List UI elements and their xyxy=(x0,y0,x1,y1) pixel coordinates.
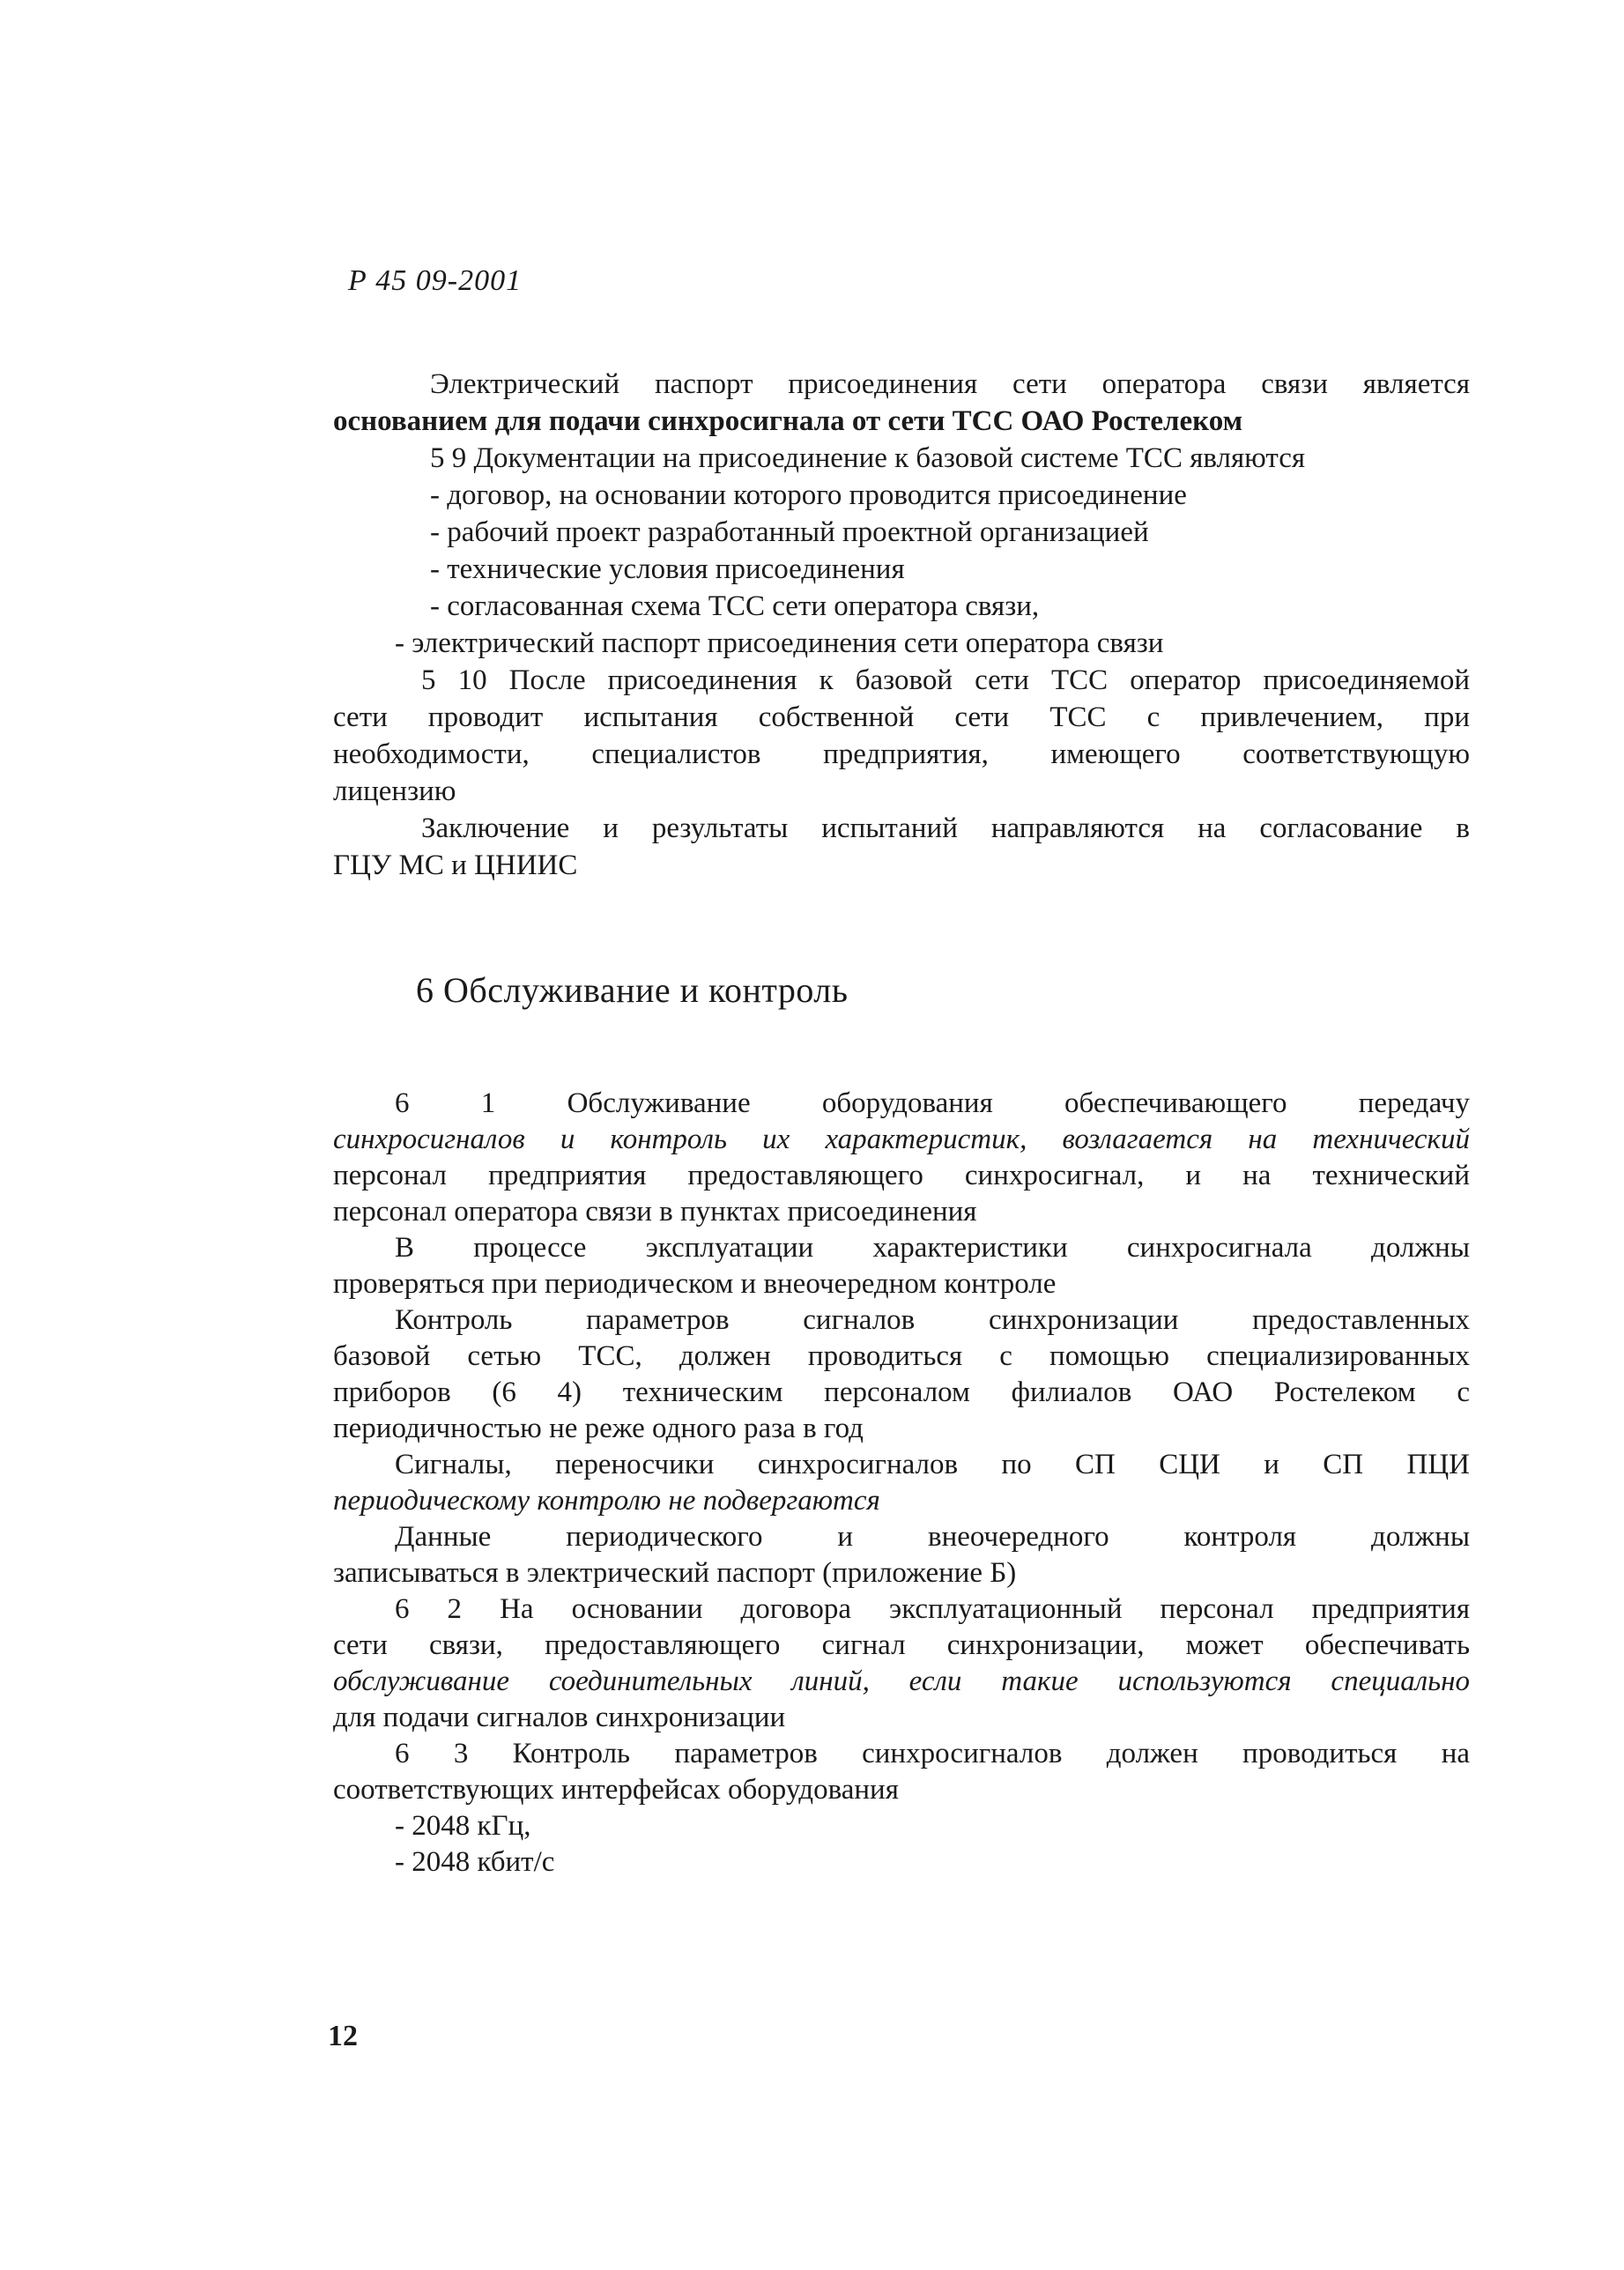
text-line: Сигналы, переносчики синхросигналов по СП СЦИ и СП ПЦИ xyxy=(395,1449,1470,1480)
list-item: - 2048 кГц, xyxy=(395,1810,531,1842)
list-item: - согласованная схема ТСС сети оператора связи, xyxy=(430,590,1040,622)
text-line: 5 9 Документации на присоединение к базовой системе ТСС являются xyxy=(430,442,1306,474)
text-line: проверяться при периодическом и внеочередном контроле xyxy=(333,1268,1057,1300)
text-line: Контроль параметров сигналов синхронизации предоставленных xyxy=(395,1304,1470,1336)
text-line: персонал оператора связи в пунктах присоединения xyxy=(333,1196,977,1228)
paragraph-block-maintenance xyxy=(333,1086,1470,1881)
text-line: Электрический паспорт присоединения сети оператора связи является xyxy=(430,368,1470,400)
page-number: 12 xyxy=(328,2020,358,2052)
text-line: лицензию xyxy=(333,775,456,807)
text-line: В процессе эксплуатации характеристики синхросигнала должны xyxy=(395,1232,1470,1264)
text-line: 6 3 Контроль параметров синхросигналов должен проводиться на xyxy=(395,1738,1470,1769)
text-line: периодичностью не реже одного раза в год xyxy=(333,1413,864,1444)
list-item: - рабочий проект разработанный проектной организацией xyxy=(430,516,1149,548)
text-line: периодическому контролю не подвергаются xyxy=(333,1485,880,1517)
text-line: основанием для подачи синхросигнала от сети ТСС ОАО Ростелеком xyxy=(333,405,1243,437)
text-line: Данные периодического и внеочередного контроля должны xyxy=(395,1521,1470,1553)
list-item: - договор, на основании которого проводится присоединение xyxy=(430,479,1187,511)
text-line: обслуживание соединительных линий, если такие используются специально xyxy=(333,1665,1470,1697)
text-line: ГЦУ МС и ЦНИИС xyxy=(333,849,578,881)
text-line: записываться в электрический паспорт (приложение Б) xyxy=(333,1557,1017,1589)
text-line: 5 10 После присоединения к базовой сети ТСС оператор присоединяемой xyxy=(421,664,1470,696)
list-item: - технические условия присоединения xyxy=(430,553,905,585)
text-line: соответствующих интерфейсах оборудования xyxy=(333,1774,899,1806)
text-line: синхросигналов и контроль их характеристик, возлагается на технический xyxy=(333,1124,1470,1155)
text-line: Заключение и результаты испытаний направляются на согласование в xyxy=(421,812,1470,844)
text-line: 6 2 На основании договора эксплуатационный персонал предприятия xyxy=(395,1593,1470,1625)
text-line: сети проводит испытания собственной сети ТСС с привлечением, при xyxy=(333,701,1470,733)
paragraph-block-passport xyxy=(333,366,1470,884)
text-line: персонал предприятия предоставляющего синхросигнал, и на технический xyxy=(333,1160,1470,1191)
text-line: сети связи, предоставляющего сигнал синхронизации, может обеспечивать xyxy=(333,1629,1470,1661)
text-line: базовой сетью ТСС, должен проводиться с помощью специализированных xyxy=(333,1340,1470,1372)
document-code: Р 45 09-2001 xyxy=(348,264,523,297)
text-line: необходимости, специалистов предприятия, имеющего соответствующую xyxy=(333,738,1470,770)
list-item: - 2048 кбит/с xyxy=(395,1846,555,1878)
text-line: для подачи сигналов синхронизации xyxy=(333,1702,786,1733)
section-heading: 6 Обслуживание и контроль xyxy=(416,970,849,1010)
text-line: приборов (6 4) техническим персоналом филиалов ОАО Ростелеком с xyxy=(333,1376,1470,1408)
text-line: 6 1 Обслуживание оборудования обеспечивающего передачу xyxy=(395,1087,1470,1119)
list-item: - электрический паспорт присоединения сети оператора связи xyxy=(395,627,1164,659)
